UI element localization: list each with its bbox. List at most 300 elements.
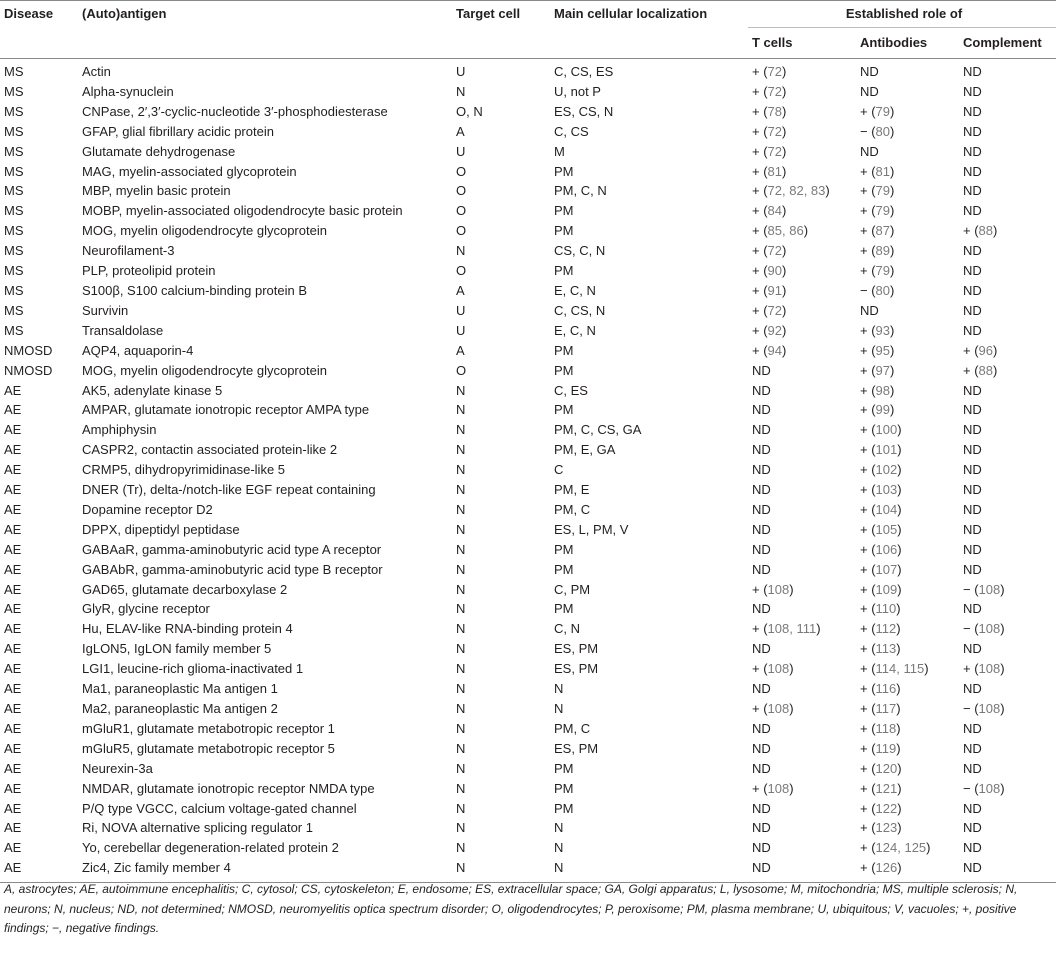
localization-cell: C, CS — [554, 123, 589, 139]
t-cells-cell: ND — [752, 422, 771, 438]
disease-cell: NMOSD — [4, 362, 53, 378]
table-row — [0, 321, 1056, 341]
complement-cell: ND — [963, 163, 982, 179]
complement-cell: ND — [963, 561, 982, 577]
table-row — [0, 261, 1056, 281]
t-cells-cell: ND — [752, 462, 771, 478]
table-row — [0, 440, 1056, 460]
t-cells-cell: + (72) — [752, 83, 787, 99]
localization-cell: ES, L, PM, V — [554, 521, 629, 537]
antibodies-cell: + (110) — [860, 601, 901, 617]
antigen-cell: AQP4, aquaporin-4 — [82, 342, 194, 358]
t-cells-cell: ND — [752, 362, 771, 378]
complement-cell: + (108) — [963, 661, 1005, 677]
antibodies-cell: + (81) — [860, 163, 895, 179]
antigen-cell: Zic4, Zic family member 4 — [78, 858, 452, 882]
target-cell: N — [456, 800, 466, 816]
disease-cell: AE — [4, 581, 22, 597]
t-cells-cell: ND — [752, 740, 771, 756]
localization-cell: C, PM — [554, 581, 591, 597]
complement-cell: ND — [963, 263, 982, 279]
antigen-cell: Actin — [82, 64, 111, 79]
antigen-cell: CRMP5, dihydropyrimidinase-like 5 — [82, 462, 286, 478]
localization-cell: PM — [554, 342, 574, 358]
t-cells-cell: + (108) — [752, 780, 794, 796]
antigen-cell: DNER (Tr), delta-/notch-like EGF repeat containing — [82, 482, 376, 498]
complement-cell: ND — [963, 840, 982, 856]
localization-cell: PM — [554, 601, 574, 617]
antigen-cell: MAG, myelin-associated glycoprotein — [82, 163, 297, 179]
disease-cell: MS — [4, 223, 24, 239]
antigen-cell: MOG, myelin oligodendrocyte glycoprotein — [82, 223, 327, 239]
target-cell: O — [456, 163, 467, 179]
complement-cell: ND — [963, 681, 982, 697]
complement-cell: ND — [963, 422, 982, 438]
localization-cell: M — [554, 143, 565, 159]
antigen-cell: AMPAR, glutamate ionotropic receptor AMPA type — [82, 402, 370, 418]
complement-cell: − (108) — [963, 780, 1005, 796]
target-cell: N — [456, 681, 466, 697]
antibodies-cell: + (116) — [860, 681, 901, 697]
localization-cell: C, CS, N — [554, 302, 606, 318]
target-cell: A — [456, 123, 465, 139]
antibodies-cell: + (89) — [860, 243, 895, 259]
t-cells-cell: + (108) — [752, 661, 794, 677]
disease-cell: AE — [4, 681, 22, 697]
disease-cell: AE — [4, 382, 22, 398]
target-cell: N — [456, 521, 466, 537]
disease-cell: MS — [4, 203, 24, 219]
t-cells-cell: + (72) — [752, 123, 787, 139]
table-row — [0, 460, 1056, 480]
t-cells-cell: + (72) — [752, 143, 787, 159]
complement-cell: ND — [963, 382, 982, 398]
antigen-cell: mGluR1, glutamate metabotropic receptor 1 — [82, 720, 335, 736]
antibodies-cell: + (124, 125) — [860, 840, 931, 856]
t-cells-cell: + (72) — [752, 243, 787, 259]
localization-cell: E, C, N — [554, 282, 596, 298]
header-antibodies: Antibodies — [856, 28, 959, 59]
localization-cell: C — [554, 462, 564, 478]
target-cell: N — [456, 442, 466, 458]
antibodies-cell: + (122) — [860, 800, 902, 816]
disease-cell: MS — [4, 83, 24, 99]
antibodies-cell: + (102) — [860, 462, 902, 478]
antibodies-cell: + (100) — [860, 422, 902, 438]
localization-cell: PM, C, CS, GA — [554, 422, 642, 438]
disease-cell: AE — [4, 661, 22, 677]
table-row — [0, 480, 1056, 500]
target-cell: N — [456, 382, 466, 398]
localization-cell: PM, C — [554, 720, 591, 736]
antibodies-cell: + (79) — [860, 183, 895, 199]
target-cell: O — [456, 223, 467, 239]
t-cells-cell: ND — [752, 820, 771, 836]
t-cells-cell: ND — [752, 681, 771, 697]
table-row — [0, 381, 1056, 401]
antibodies-cell: + (87) — [860, 223, 895, 239]
target-cell: N — [452, 858, 550, 882]
disease-cell: MS — [4, 263, 24, 279]
disease-cell: MS — [4, 64, 24, 79]
localization-cell: N — [554, 681, 564, 697]
antigen-cell: Neurofilament-3 — [82, 243, 175, 259]
target-cell: N — [456, 780, 466, 796]
localization-cell: C, ES — [554, 382, 588, 398]
antibodies-cell: + (79) — [860, 103, 895, 119]
localization-cell: PM — [554, 362, 574, 378]
target-cell: N — [456, 740, 466, 756]
disease-cell: AE — [4, 720, 22, 736]
t-cells-cell: + (85, 86) — [752, 223, 809, 239]
complement-cell: ND — [963, 482, 982, 498]
t-cells-cell: + (72) — [752, 64, 787, 79]
disease-cell: AE — [4, 521, 22, 537]
antibodies-cell: + (97) — [860, 362, 895, 378]
antigen-cell: Glutamate dehydrogenase — [82, 143, 236, 159]
target-cell: U — [456, 143, 466, 159]
antigen-cell: MOBP, myelin-associated oligodendrocyte basic protein — [82, 203, 403, 219]
disease-cell: AE — [4, 501, 22, 517]
localization-cell: PM — [554, 223, 574, 239]
header-antigen: (Auto)antigen — [78, 1, 452, 28]
disease-cell: AE — [4, 482, 22, 498]
antibodies-cell: ND — [860, 83, 879, 99]
t-cells-cell: ND — [752, 382, 771, 398]
target-cell: N — [456, 462, 466, 478]
t-cells-cell: + (108, 111) — [752, 621, 821, 637]
target-cell: N — [456, 541, 466, 557]
antibodies-cell: ND — [860, 64, 879, 79]
disease-cell: NMOSD — [4, 342, 53, 358]
table-row — [0, 639, 1056, 659]
complement-cell: ND — [963, 183, 982, 199]
localization-cell: PM — [554, 402, 574, 418]
antigen-cell: CNPase, 2′,3′-cyclic-nucleotide 3′-phosphodiesterase — [82, 103, 388, 119]
localization-cell: C, N — [554, 621, 580, 637]
antibodies-cell: + (93) — [860, 322, 895, 338]
target-cell: U — [456, 302, 466, 318]
target-cell: N — [456, 501, 466, 517]
t-cells-cell: + (92) — [752, 322, 787, 338]
antibodies-cell: + (99) — [860, 402, 895, 418]
disease-cell: AE — [4, 800, 22, 816]
complement-cell: ND — [959, 858, 1056, 882]
table-row — [0, 540, 1056, 560]
antigen-cell: Yo, cerebellar degeneration-related protein 2 — [82, 840, 339, 856]
antibodies-cell: + (79) — [860, 263, 895, 279]
antigen-cell: NMDAR, glutamate ionotropic receptor NMDA type — [82, 780, 375, 796]
antibodies-cell: ND — [860, 143, 879, 159]
complement-cell: ND — [963, 203, 982, 219]
complement-cell: ND — [963, 800, 982, 816]
target-cell: N — [456, 720, 466, 736]
antibodies-cell: + (104) — [860, 501, 902, 517]
table-row — [0, 500, 1056, 520]
disease-cell: MS — [4, 322, 24, 338]
table-row — [0, 580, 1056, 600]
t-cells-cell: + (90) — [752, 263, 787, 279]
localization-cell: PM — [554, 203, 574, 219]
complement-cell: − (108) — [963, 621, 1005, 637]
t-cells-cell: + (91) — [752, 282, 787, 298]
antibodies-cell: + (119) — [860, 740, 901, 756]
header-target-cell: Target cell — [452, 1, 550, 28]
header-t-cells: T cells — [748, 28, 856, 59]
complement-cell: ND — [963, 83, 982, 99]
table-row — [0, 779, 1056, 799]
complement-cell: ND — [963, 243, 982, 259]
target-cell: N — [456, 581, 466, 597]
header-localization: Main cellular localization — [550, 1, 748, 28]
complement-cell: ND — [963, 740, 982, 756]
t-cells-cell: ND — [752, 800, 771, 816]
antigen-cell: GFAP, glial fibrillary acidic protein — [82, 123, 274, 139]
table-row — [0, 122, 1056, 142]
antibodies-cell: + (107) — [860, 561, 902, 577]
localization-cell: PM — [554, 561, 574, 577]
table-row — [0, 281, 1056, 301]
localization-cell: PM — [554, 760, 574, 776]
header-established-role: Established role of — [748, 1, 1056, 28]
table-row — [0, 858, 1056, 882]
antibodies-cell: + (79) — [860, 203, 895, 219]
antibodies-cell: + (113) — [860, 641, 901, 657]
antibodies-cell: + (121) — [860, 780, 902, 796]
table-footnote: A, astrocytes; AE, autoimmune encephalitis; C, cytosol; CS, cytoskeleton; E, endosome; ES, extracellular space; GA, Golgi apparatus; L, lysosome; M, mitochondria; MS, multiple sclerosis; N, neurons; N, nucleus; ND, not determined; NMOSD, neuromyelitis optica spectrum disorder; O, oligodendrocytes; P, peroxisome; PM, plasma membrane; U, ubiquitous; V, vacuoles; +, positive findings; −, negative findings. — [4, 882, 1018, 935]
t-cells-cell: ND — [752, 760, 771, 776]
antigen-cell: DPPX, dipeptidyl peptidase — [82, 521, 240, 537]
antibodies-cell: + (109) — [860, 581, 902, 597]
t-cells-cell: ND — [752, 541, 771, 557]
table-row — [0, 659, 1056, 679]
t-cells-cell: + (78) — [752, 103, 787, 119]
localization-cell: U, not P — [554, 83, 601, 99]
localization-cell: PM — [554, 163, 574, 179]
complement-cell: ND — [963, 103, 982, 119]
table-row — [0, 679, 1056, 699]
t-cells-cell: + (72) — [752, 302, 787, 318]
target-cell: O, N — [456, 103, 483, 119]
t-cells-cell: ND — [752, 402, 771, 418]
complement-cell: − (108) — [963, 701, 1005, 716]
table-row — [0, 201, 1056, 221]
localization-cell: ES, PM — [554, 641, 599, 657]
t-cells-cell: + (84) — [752, 203, 787, 219]
localization-cell: PM — [554, 800, 574, 816]
disease-cell: MS — [4, 243, 24, 259]
antibodies-cell: + (95) — [860, 342, 895, 358]
antigen-cell: AK5, adenylate kinase 5 — [82, 382, 223, 398]
t-cells-cell: ND — [748, 858, 856, 882]
complement-cell: ND — [963, 820, 982, 836]
antigen-cell: MBP, myelin basic protein — [82, 183, 231, 199]
localization-cell: N — [554, 840, 564, 856]
disease-cell: AE — [4, 701, 22, 716]
t-cells-cell: + (108) — [752, 581, 794, 597]
antigen-cell: Ma1, paraneoplastic Ma antigen 1 — [82, 681, 278, 697]
antibodies-cell: + (118) — [860, 720, 901, 736]
target-cell: N — [456, 243, 466, 259]
antigen-cell: PLP, proteolipid protein — [82, 263, 216, 279]
disease-cell: MS — [4, 123, 24, 139]
complement-cell: ND — [963, 760, 982, 776]
localization-cell: N — [550, 858, 748, 882]
disease-cell: MS — [4, 103, 24, 119]
disease-cell: AE — [4, 442, 22, 458]
table-row — [0, 82, 1056, 102]
t-cells-cell: ND — [752, 561, 771, 577]
table-row — [0, 102, 1056, 122]
localization-cell: PM — [554, 780, 574, 796]
disease-cell: AE — [4, 641, 22, 657]
localization-cell: ES, PM — [554, 661, 599, 677]
disease-cell: AE — [4, 462, 22, 478]
table-row — [0, 181, 1056, 201]
target-cell: N — [456, 402, 466, 418]
antigen-cell: GABAbR, gamma-aminobutyric acid type B receptor — [82, 561, 383, 577]
antibodies-cell: + (117) — [860, 701, 901, 716]
localization-cell: ES, PM — [554, 740, 599, 756]
complement-cell: ND — [963, 442, 982, 458]
antibodies-cell: + (98) — [860, 382, 895, 398]
localization-cell: PM, C — [554, 501, 591, 517]
antibodies-cell: + (103) — [860, 482, 902, 498]
antibodies-cell: + (106) — [860, 541, 902, 557]
table-row — [0, 400, 1056, 420]
table-row — [0, 162, 1056, 182]
complement-cell: + (96) — [963, 342, 998, 358]
antigen-cell: Neurexin-3a — [82, 760, 153, 776]
table-row — [0, 818, 1056, 838]
header-row-group — [0, 1, 1056, 28]
table-row — [0, 520, 1056, 540]
disease-cell: MS — [4, 282, 24, 298]
table-row — [0, 699, 1056, 719]
target-cell: O — [456, 183, 467, 199]
complement-cell: ND — [963, 462, 982, 478]
disease-cell: AE — [4, 840, 22, 856]
localization-cell: PM — [554, 541, 574, 557]
table-row — [0, 420, 1056, 440]
antigen-cell: Ri, NOVA alternative splicing regulator 1 — [82, 820, 313, 836]
localization-cell: PM, E, GA — [554, 442, 616, 458]
table-row — [0, 799, 1056, 819]
table-row — [0, 619, 1056, 639]
target-cell: N — [456, 83, 466, 99]
complement-cell: ND — [963, 143, 982, 159]
antigen-cell: Hu, ELAV-like RNA-binding protein 4 — [82, 621, 293, 637]
t-cells-cell: ND — [752, 720, 771, 736]
antibodies-cell: − (80) — [860, 282, 895, 298]
table-row — [0, 560, 1056, 580]
t-cells-cell: + (72, 82, 83) — [752, 183, 830, 199]
disease-cell: AE — [4, 780, 22, 796]
disease-cell: MS — [4, 163, 24, 179]
complement-cell: ND — [963, 402, 982, 418]
target-cell: U — [456, 64, 466, 79]
t-cells-cell: ND — [752, 521, 771, 537]
localization-cell: N — [554, 701, 564, 716]
disease-cell: AE — [4, 601, 22, 617]
antigen-cell: LGI1, leucine-rich glioma-inactivated 1 — [82, 661, 304, 677]
localization-cell: ES, CS, N — [554, 103, 614, 119]
header-complement: Complement — [959, 28, 1056, 59]
table-row — [0, 241, 1056, 261]
t-cells-cell: + (108) — [752, 701, 794, 716]
t-cells-cell: ND — [752, 840, 771, 856]
complement-cell: ND — [963, 521, 982, 537]
disease-cell: AE — [4, 402, 22, 418]
target-cell: N — [456, 840, 466, 856]
header-row-sub — [0, 28, 1056, 59]
disease-cell: MS — [4, 302, 24, 318]
complement-cell: − (108) — [963, 581, 1005, 597]
disease-cell: MS — [4, 143, 24, 159]
target-cell: N — [456, 760, 466, 776]
antigen-cell: Survivin — [82, 302, 129, 318]
complement-cell: ND — [963, 282, 982, 298]
antibodies-cell: + (101) — [860, 442, 902, 458]
target-cell: A — [456, 342, 465, 358]
antigen-cell: Dopamine receptor D2 — [82, 501, 213, 517]
target-cell: A — [456, 282, 465, 298]
complement-cell: ND — [963, 322, 982, 338]
disease-cell: AE — [4, 561, 22, 577]
antigen-cell: Ma2, paraneoplastic Ma antigen 2 — [82, 701, 278, 716]
antigen-cell: CASPR2, contactin associated protein-like 2 — [82, 442, 338, 458]
complement-cell: ND — [963, 720, 982, 736]
header-disease: Disease — [0, 1, 78, 28]
table-row — [0, 341, 1056, 361]
t-cells-cell: + (94) — [752, 342, 787, 358]
antibodies-cell: ND — [860, 302, 879, 318]
disease-cell: AE — [4, 422, 22, 438]
antigen-cell: MOG, myelin oligodendrocyte glycoprotein — [82, 362, 327, 378]
table-row — [0, 301, 1056, 321]
target-cell: U — [456, 322, 466, 338]
complement-cell: ND — [963, 64, 982, 79]
complement-cell: + (88) — [963, 362, 998, 378]
complement-cell: ND — [963, 541, 982, 557]
table-row — [0, 59, 1056, 82]
localization-cell: C, CS, ES — [554, 64, 614, 79]
disease-cell: MS — [4, 183, 24, 199]
antibodies-cell: + (120) — [860, 760, 902, 776]
table-row — [0, 361, 1056, 381]
antigen-cell: GABAaR, gamma-aminobutyric acid type A receptor — [82, 541, 382, 557]
target-cell: O — [456, 203, 467, 219]
table-row — [0, 599, 1056, 619]
t-cells-cell: ND — [752, 442, 771, 458]
t-cells-cell: + (81) — [752, 163, 787, 179]
antigen-cell: Alpha-synuclein — [82, 83, 174, 99]
table-body — [0, 59, 1056, 883]
localization-cell: PM, C, N — [554, 183, 607, 199]
complement-cell: ND — [963, 601, 982, 617]
complement-cell: ND — [963, 123, 982, 139]
complement-cell: ND — [963, 501, 982, 517]
target-cell: N — [456, 820, 466, 836]
antigen-cell: Amphiphysin — [82, 422, 157, 438]
complement-cell: + (88) — [963, 223, 998, 239]
table-row — [0, 759, 1056, 779]
antibodies-cell: − (80) — [860, 123, 895, 139]
disease-cell: AE — [4, 820, 22, 836]
antibodies-cell: + (114, 115) — [860, 661, 929, 677]
antigen-cell: Transaldolase — [82, 322, 164, 338]
table-row — [0, 221, 1056, 241]
